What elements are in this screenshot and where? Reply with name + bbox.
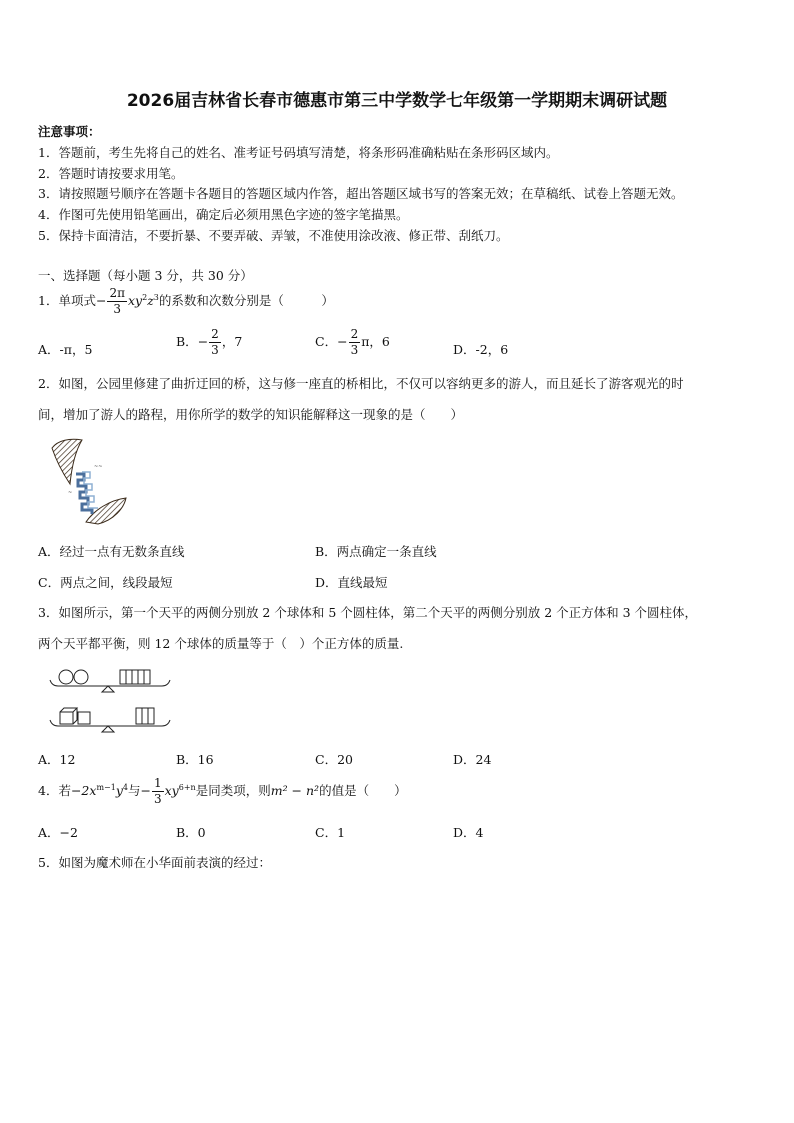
q4-frac-num: 1 [153, 776, 162, 790]
q4-option-d[interactable]: D．4 [453, 825, 484, 840]
q3-option-b[interactable]: B．16 [176, 752, 214, 767]
q4-option-a[interactable]: A．−2 [38, 825, 78, 840]
page-title: 2026届吉林省长春市德惠市第三中学数学七年级第一学期期末调研试题 [126, 91, 668, 111]
q1-suffix: 的系数和次数分别是（ ） [158, 293, 334, 308]
q1-c-label: C． [315, 334, 338, 349]
q4-term1: −2x [70, 783, 97, 798]
q1-c-post: π，6 [361, 334, 390, 349]
q4-term1-exp1: m−1 [96, 782, 116, 792]
q4-fraction [152, 776, 164, 807]
q4-option-b[interactable]: B．0 [176, 825, 206, 840]
q1-c-den: 3 [350, 343, 359, 357]
q1-b-post: ，7 [221, 334, 243, 349]
q4-mid2: 是同类项，则 [195, 783, 271, 798]
q1-c-num: 2 [350, 327, 359, 341]
question-4: 4．若$-2x^{m-1}y^4$与− $\frac{1}{3}$ $xy^{6+n}$是同类项，则m² − n²的值是（ ） [38, 776, 407, 806]
q1-b-fraction [209, 327, 221, 358]
q1-frac-den: 3 [113, 302, 122, 316]
svg-text:~~: ~~ [94, 464, 103, 470]
section-heading: 一、选择题（每小题 3 分，共 30 分） [38, 268, 253, 283]
notice-item-4: 4．作图可先使用铅笔画出，确定后必须用黑色字迹的签字笔描黑。 [38, 207, 409, 222]
q4-suffix: 的值是（ ） [319, 783, 407, 798]
q2-text-2: 间，增加了游人的路程，用你所学的数学的知识能解释这一现象的是（ ） [38, 407, 464, 422]
q1-prefix: 1．单项式 [38, 293, 96, 308]
q1-b-num: 2 [211, 327, 219, 341]
q2-option-d[interactable]: D．直线最短 [315, 575, 388, 590]
q2-text-1: 2．如图，公园里修建了曲折迂回的桥，这与修一座直的桥相比，不仅可以容纳更多的游人，而且延长了游客观光的时 [38, 376, 684, 391]
q4-prefix: 4．若 [38, 783, 71, 798]
q4-expr: m² − n² [270, 783, 320, 798]
svg-text:~: ~ [68, 490, 73, 496]
notice-item-2: 2．答题时请按要求用笔。 [38, 166, 184, 181]
notice-item-5: 5．保持卡面清洁，不要折暴、不要弄破、弄皱，不准使用涂改液、修正带、刮纸刀。 [38, 228, 509, 243]
q2-option-c[interactable]: C．两点之间，线段最短 [38, 575, 173, 590]
q1-option-a[interactable]: A．-π，5 [38, 342, 93, 357]
q3-text-2: 两个天平都平衡，则 12 个球体的质量等于（ ）个正方体的质量. [38, 636, 404, 651]
q2-option-b[interactable]: B．两点确定一条直线 [315, 544, 437, 559]
q1-minus: − [95, 293, 107, 308]
q1-option-d[interactable]: D．-2，6 [453, 342, 509, 357]
balance-figure [44, 664, 176, 738]
q3-option-c[interactable]: C．20 [315, 752, 353, 767]
q4-term2-exp: 6+n [178, 782, 196, 792]
q4-term2: xy [164, 783, 179, 798]
question-3 [38, 597, 758, 659]
notice-item-3: 3．请按照题号顺序在答题卡各题目的答题区域内作答，超出答题区域书写的答案无效；在草稿纸、试卷上答题无效。 [38, 186, 684, 201]
q3-option-a[interactable]: A．12 [38, 752, 76, 767]
question-5: 5．如图为魔术师在小华面前表演的经过： [38, 855, 271, 870]
q2-option-a[interactable]: A．经过一点有无数条直线 [38, 544, 185, 559]
q4-option-c[interactable]: C．1 [315, 825, 346, 840]
q1-fraction [107, 286, 127, 317]
q1-option-c[interactable]: C．− $\frac{2}{3}$ π，6 [315, 327, 390, 357]
q1-option-b[interactable]: B．− $\frac{2}{3}$ ，7 [176, 327, 243, 357]
q4-mid: 与 [127, 783, 141, 798]
question-1: 1．单项式− $\frac{2\pi}{3}$ $xy^2z^3$的系数和次数分别是（ ） [38, 286, 334, 316]
q3-text-1: 3．如图所示，第一个天平的两侧分别放 2 个球体和 5 个圆柱体，第二个天平的两侧分别放 2 个正方体和 3 个圆柱体， [38, 605, 698, 620]
notice-heading: 注意事项： [38, 124, 101, 139]
q1-b-label: B． [176, 334, 198, 349]
q4-term1-exp2: 4 [122, 782, 128, 792]
q1-b-den: 3 [211, 343, 219, 357]
q4-term1-y: y [115, 783, 123, 798]
q1-c-fraction [349, 327, 361, 358]
notice-item-1: 1．答题前，考生先将自己的姓名、准考证号码填写清楚，将条形码准确粘贴在条形码区域内。 [38, 145, 559, 160]
question-2 [38, 368, 758, 430]
q1-frac-num: 2π [109, 286, 125, 300]
q4-frac-den: 3 [153, 792, 162, 806]
q3-option-d[interactable]: D．24 [453, 752, 492, 767]
bridge-figure [48, 434, 132, 526]
